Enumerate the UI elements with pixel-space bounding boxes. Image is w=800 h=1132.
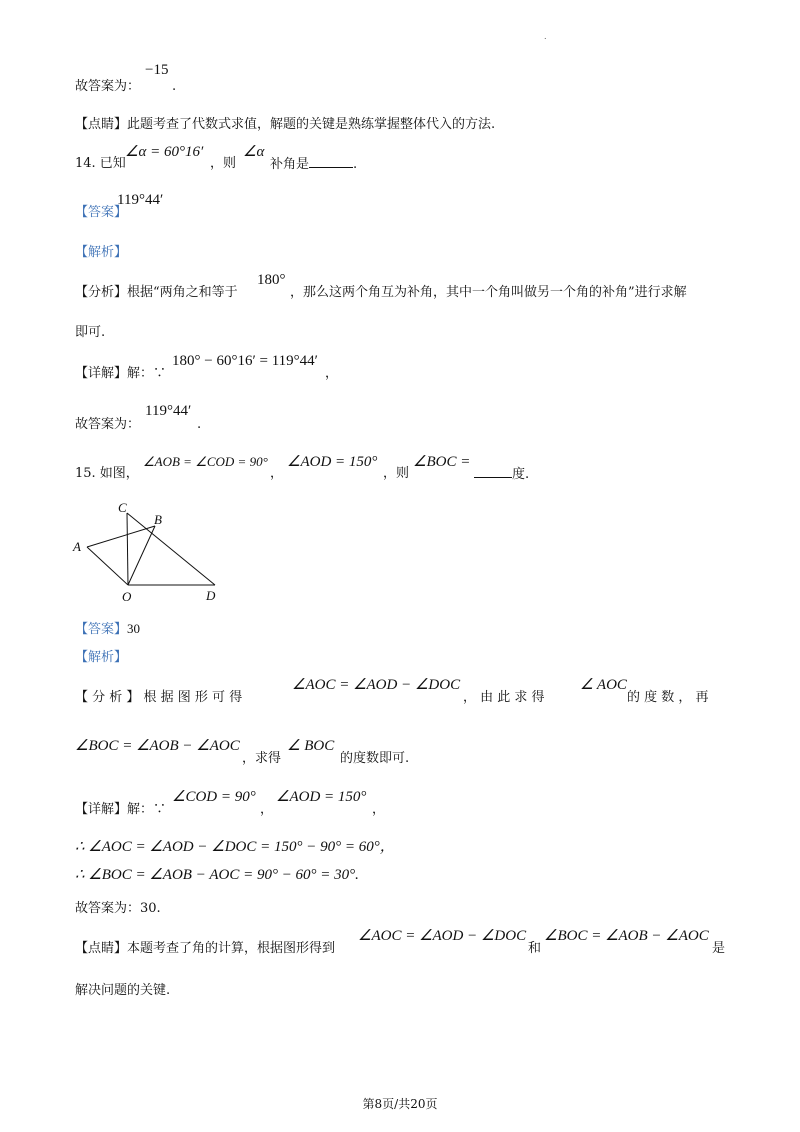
answer-label-14: 【答案】 [75, 205, 128, 220]
label-d: D [206, 588, 216, 603]
fenxi-15-formula-2: ∠BOC = ∠AOB − ∠AOC [75, 738, 240, 754]
segment-cd [127, 513, 215, 585]
jiexi-label-15: 【解析】 [75, 650, 128, 665]
xiangjie-15-c: ， [372, 802, 386, 817]
answer-label-15: 【答案】 [75, 622, 128, 637]
question-14-alpha: ∠α [243, 144, 265, 160]
page-footer: 第8页/共20页 [362, 1097, 438, 1111]
dianjing-15-and: 和 [528, 941, 542, 956]
question-15-degree [474, 467, 529, 481]
xiangjie-14-a: 【详解】解：∵ [75, 366, 167, 381]
fenxi-15-c: 的 度 数 ， 再 [627, 690, 709, 705]
segment-ad [87, 547, 128, 585]
question-15-prefix: 15. 如图， [75, 466, 139, 481]
question-15-aod: ∠AOD = 150° [287, 454, 378, 470]
xiangjie-15-b: ， [260, 802, 274, 817]
label-b: B [154, 512, 162, 527]
xiangjie-15-cod: ∠COD = 90° [172, 789, 256, 805]
answer-13-period: . [172, 79, 177, 94]
dianjing-15-formula-1: ∠AOC = ∠AOD − ∠DOC [358, 928, 527, 944]
fenxi-14-a: 【分析】根据“两角之和等于 [75, 285, 238, 300]
dianjing-15-formula-2: ∠BOC = ∠AOB − ∠AOC [544, 928, 709, 944]
dianjing-15-a: 【点睛】本题考查了角的计算，根据图形得到 [75, 941, 336, 956]
question-15-degree-text: 度. [512, 467, 530, 482]
answer-13-value: −15 [145, 62, 169, 78]
label-a: A [73, 539, 81, 554]
fenxi-15-aoc: ∠ AOC [580, 677, 627, 693]
segment-co [127, 513, 128, 585]
step-1: ∴ ∠AOC = ∠AOD − ∠DOC = 150° − 90° = 60°， [75, 839, 395, 855]
question-15-then: ，则 [383, 466, 410, 481]
fenxi-15-b: ， 由 此 求 得 [463, 690, 545, 705]
fenxi-14-value: 180° [257, 272, 286, 288]
fenxi-15-d: ，求得 [242, 751, 282, 766]
xiangjie-15-a: 【详解】解：∵ [75, 802, 167, 817]
fenxi-15-boc: ∠ BOC [287, 738, 335, 754]
question-15-comma: ， [270, 466, 284, 481]
xiangjie-14-b: ， [325, 366, 339, 381]
question-14-then: ，则 [210, 156, 237, 171]
answer-14-final: 119°44′ [145, 403, 192, 419]
answer-15-line [75, 622, 140, 636]
dianjing-13: 【点睛】此题考查了代数式求值，解题的关键是熟练掌握整体代入的方法. [75, 117, 496, 132]
answer-15-value: 30 [127, 621, 141, 636]
answer-15-final: 故答案为：30. [75, 901, 161, 916]
fenxi-15-a: 【 分 析 】 根 据 图 形 可 得 [75, 690, 243, 705]
question-14-period: . [353, 157, 358, 172]
answer-blank [309, 157, 353, 168]
dianjing-15-d: 解决问题的关键. [75, 983, 171, 998]
question-14-supp-text: 补角是 [270, 157, 310, 172]
question-14-angle: ∠α = 60°16′ [125, 144, 204, 160]
question-15-boc: ∠BOC = [413, 454, 471, 470]
top-mark: . [544, 32, 547, 41]
answer-14-label: 故答案为： [75, 417, 141, 432]
fenxi-14-b: ，那么这两个角互为补角，其中一个角叫做另一个角的补角”进行求解 [290, 285, 687, 300]
fenxi-14-c: 即可. [75, 325, 106, 340]
question-14-prefix: 14. 已知 [75, 156, 126, 171]
question-14-supp [270, 157, 357, 171]
fenxi-15-formula: ∠AOC = ∠AOD − ∠DOC [292, 677, 461, 693]
question-15-angles: ∠AOB = ∠COD = 90° [143, 454, 268, 469]
step-2: ∴ ∠BOC = ∠AOB − AOC = 90° − 60° = 30°. [75, 867, 359, 883]
answer-14-period: . [197, 417, 202, 432]
fenxi-15-e: 的度数即可. [340, 751, 410, 766]
answer-label: 故答案为： [75, 79, 141, 94]
answer-blank [474, 467, 512, 478]
dianjing-15-is: 是 [712, 941, 726, 956]
xiangjie-14-formula: 180° − 60°16′ = 119°44′ [172, 353, 318, 369]
segment-ab [87, 526, 155, 547]
label-c: C [118, 500, 127, 515]
answer-13-line [75, 80, 140, 93]
geometry-figure [70, 498, 230, 608]
jiexi-label-14: 【解析】 [75, 245, 128, 260]
label-o: O [122, 589, 132, 604]
xiangjie-15-aod: ∠AOD = 150° [276, 789, 367, 805]
answer-14-value: 119°44′ [117, 192, 164, 208]
segment-bo [128, 526, 155, 585]
